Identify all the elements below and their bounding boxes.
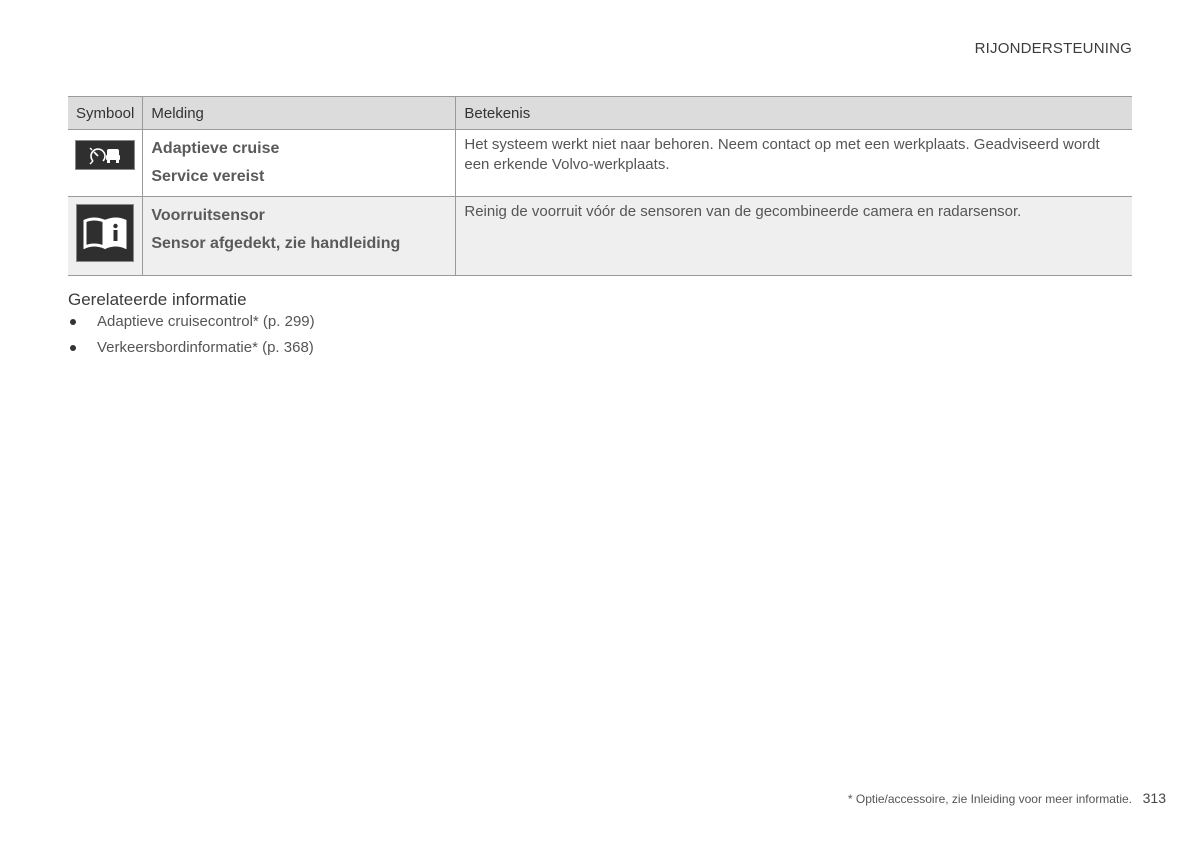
meaning-cell xyxy=(456,197,1132,276)
meaning-cell xyxy=(456,130,1132,197)
table-row xyxy=(68,197,1132,276)
column-header-meaning: Betekenis xyxy=(456,97,1132,130)
message-title: Adaptieve cruise xyxy=(151,140,280,157)
related-link-label: Adaptieve cruisecontrol* (p. 299) xyxy=(97,313,315,330)
related-link-cruise-control[interactable] xyxy=(68,312,315,338)
cruise-control-icon xyxy=(75,140,135,170)
related-info-heading: Gerelateerde informatie xyxy=(68,290,247,309)
section-title: RIJONDERSTEUNING xyxy=(974,40,1132,57)
table-header-row xyxy=(68,97,1132,130)
message-subtitle: Service vereist xyxy=(151,168,265,185)
message-title: Voorruitsensor xyxy=(151,207,265,224)
bullet-icon xyxy=(70,345,76,351)
message-cell xyxy=(143,197,456,276)
manual-info-icon xyxy=(76,204,134,262)
table-row xyxy=(68,130,1132,197)
bullet-icon xyxy=(70,319,76,325)
message-cell xyxy=(143,130,456,197)
symbol-cell xyxy=(68,130,143,197)
message-table xyxy=(68,96,1132,276)
related-info-list xyxy=(68,312,315,364)
footnote: * Optie/accessoire, zie Inleiding voor meer informatie. xyxy=(847,792,1132,806)
symbol-cell xyxy=(68,197,143,276)
related-link-label: Verkeersbordinformatie* (p. 368) xyxy=(97,339,314,356)
related-link-traffic-sign-info[interactable] xyxy=(68,338,315,364)
message-subtitle: Sensor afgedekt, zie handleiding xyxy=(151,235,401,252)
meaning-text: Het systeem werkt niet naar behoren. Neem contact op met een werkplaats. Geadviseerd wordt een erkende Volvo-werkplaats. xyxy=(464,136,1100,173)
column-header-message: Melding xyxy=(143,97,456,130)
page-number: 313 xyxy=(1142,790,1166,806)
meaning-text: Reinig de voorruit vóór de sensoren van de gecombineerde camera en radarsensor. xyxy=(464,203,1022,220)
column-header-symbol: Symbool xyxy=(68,97,143,130)
